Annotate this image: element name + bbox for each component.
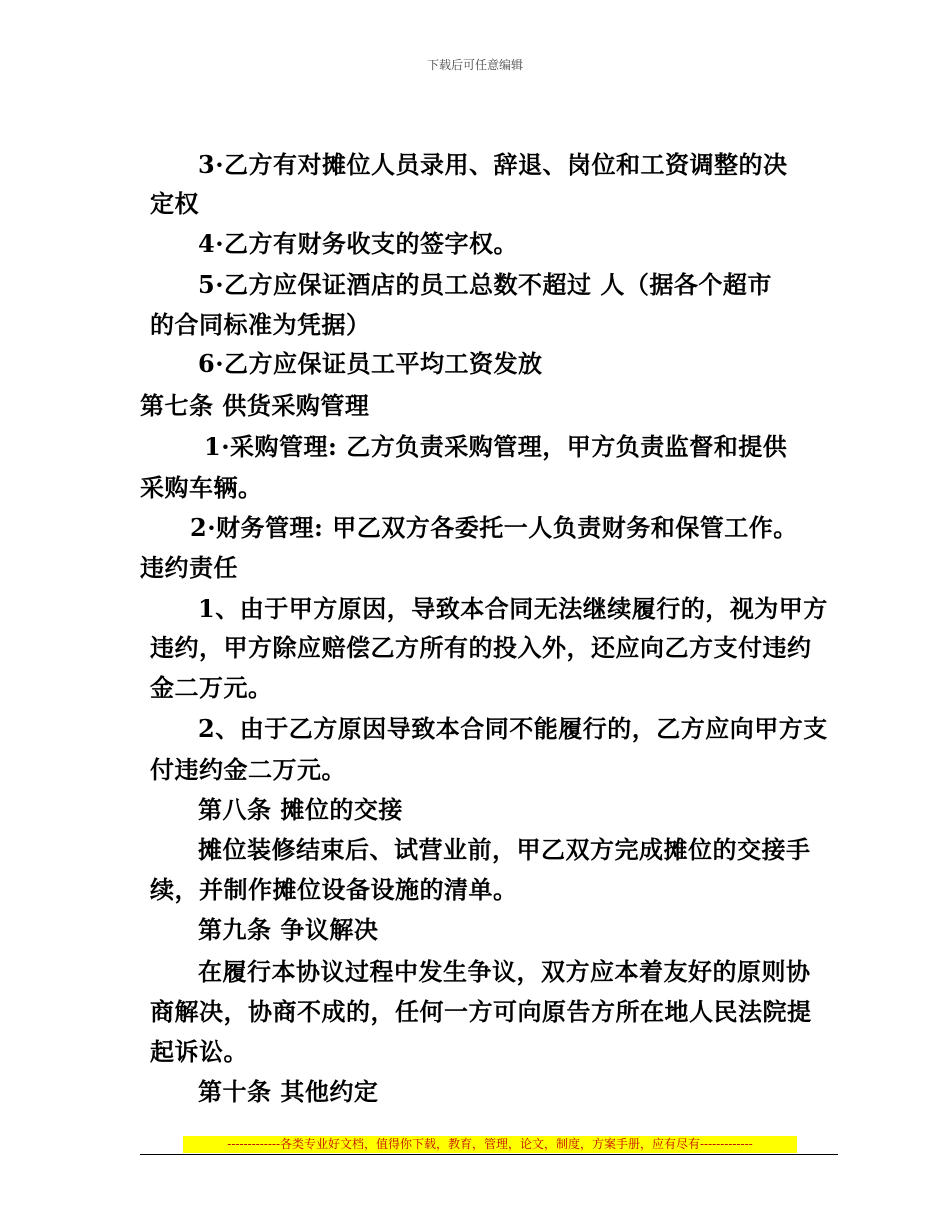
page-header: 下载后可任意编辑 [426,58,523,72]
clause-line: 1·采购管理: 乙方负责采购管理，甲方负责监督和提供 [204,432,788,461]
clause-line: 1、由于甲方原因，导致本合同无法继续履行的，视为甲方 [198,594,828,623]
clause-line: 5·乙方应保证酒店的员工总数不超过 人（据各个超市 [198,270,772,299]
clause-line: 2、由于乙方原因导致本合同不能履行的，乙方应向甲方支 [198,714,828,743]
clause-line: 违约，甲方除应赔偿乙方所有的投入外，还应向乙方支付违约 [150,633,812,662]
clause-line: 摊位装修结束后、试营业前，甲乙双方完成摊位的交接手 [198,835,811,864]
clause-line: 续，并制作摊位设备设施的清单。 [150,875,518,904]
clause-line: 3·乙方有对摊位人员录用、辞退、岗位和工资调整的决 [198,150,788,179]
clause-line: 起诉讼。 [150,1037,248,1066]
clause-line: 6·乙方应保证员工平均工资发放 [198,349,543,378]
footer-divider [140,1154,838,1155]
clause-line: 金二万元。 [150,673,273,702]
clause-line: 定权 [150,189,199,218]
footer-banner: -------------各类专业好文档，值得你下载，教育，管理，论文，制度，方案手册，应有尽有------------- [183,1136,797,1153]
clause-line: 付违约金二万元。 [150,755,346,784]
section-heading: 第八条 摊位的交接 [198,795,403,824]
clause-line: 采购车辆。 [140,473,263,502]
section-heading: 第七条 供货采购管理 [140,391,370,420]
clause-line: 2·财务管理: 甲乙双方各委托一人负责财务和保管工作。 [190,513,798,542]
clause-line: 4·乙方有财务收支的签字权。 [198,229,519,258]
section-heading: 第十条 其他约定 [198,1077,379,1106]
section-heading: 违约责任 [140,553,238,582]
clause-line: 在履行本协议过程中发生争议，双方应本着友好的原则协 [198,957,811,986]
section-heading: 第九条 争议解决 [198,915,379,944]
clause-line: 商解决，协商不成的，任何一方可向原告方所在地人民法院提 [150,997,812,1026]
clause-line: 的合同标准为凭据） [150,310,371,339]
